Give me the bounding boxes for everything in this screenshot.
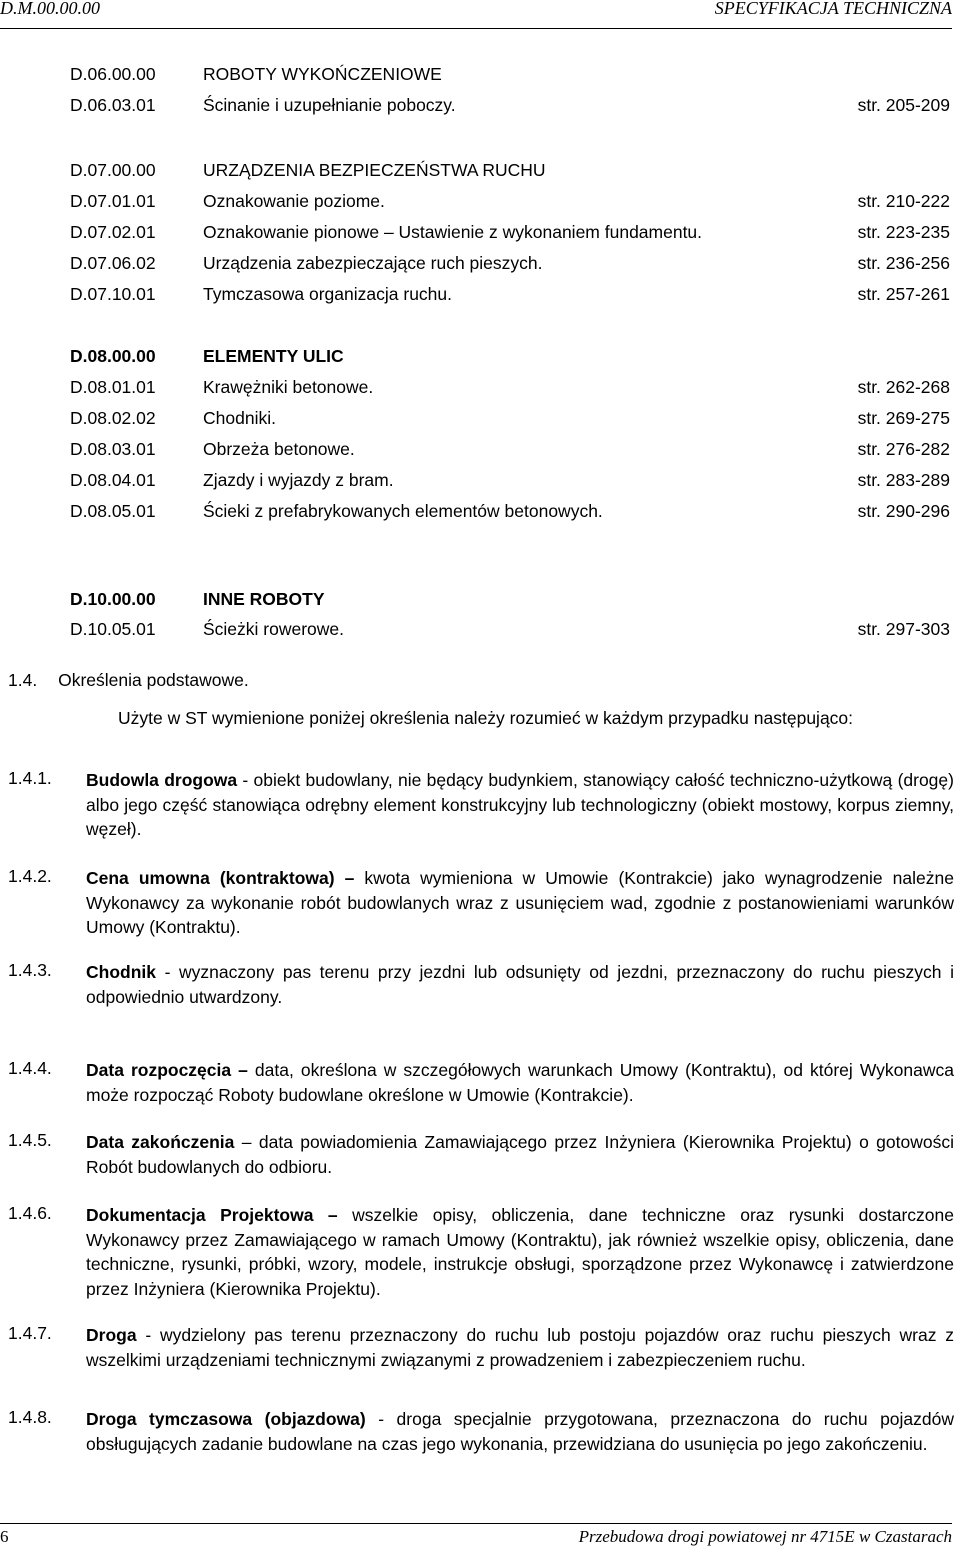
toc-code: D.07.01.01	[70, 191, 156, 211]
toc-code: D.10.00.00	[70, 589, 156, 609]
toc-group-d08	[70, 346, 950, 532]
toc-group-d10	[70, 589, 950, 650]
definition-number: 1.4.5.	[8, 1130, 52, 1150]
header-doc-code: D.M.00.00.00	[0, 0, 100, 18]
definition-text	[86, 960, 954, 1009]
toc-code: D.07.00.00	[70, 160, 156, 180]
definition-term: Dokumentacja Projektowa –	[86, 1205, 338, 1225]
page-header	[0, 0, 952, 29]
definition-text	[86, 1058, 954, 1107]
toc-page: str. 262-268	[857, 377, 950, 397]
footer-project-title: Przebudowa drogi powiatowej nr 4715E w Czastarach	[578, 1527, 952, 1546]
definition-term: Chodnik	[86, 962, 156, 982]
toc-code: D.08.03.01	[70, 439, 156, 459]
toc-code: D.08.00.00	[70, 346, 156, 366]
toc-title: Tymczasowa organizacja ruchu.	[203, 284, 452, 304]
definition-text	[86, 866, 954, 940]
page-number: 6	[0, 1527, 9, 1546]
toc-title: Oznakowanie pionowe – Ustawienie z wykonaniem fundamentu.	[203, 222, 703, 242]
toc-group-d06	[70, 64, 950, 126]
toc-code: D.06.03.01	[70, 95, 156, 115]
toc-code: D.08.01.01	[70, 377, 156, 397]
toc-title: Krawężniki betonowe.	[203, 377, 374, 397]
toc-code: D.08.05.01	[70, 501, 156, 521]
definition-body: – data powiadomienia Zamawiającego przez Inżyniera (Kierownika Projektu) o gotowości Robót budowlanych do odbioru.	[86, 1132, 955, 1177]
definition-term: Droga tymczasowa (objazdowa)	[86, 1409, 366, 1429]
toc-row	[70, 501, 950, 532]
toc-code: D.07.02.01	[70, 222, 156, 242]
definition-body: kwota wymieniona w Umowie (Kontrakcie) jako wynagrodzenie należne Wykonawcy za wykonanie robót budowlanych wraz z usunięciem wad, zgodnie z postanowieniami warunków Umowy (Kontraktu).	[86, 868, 954, 937]
toc-title: ROBOTY WYKOŃCZENIOWE	[203, 64, 442, 84]
definition-body: - wyznaczony pas terenu przy jezdni lub odsunięty od jezdni, przeznaczony do ruchu pieszych i odpowiednio utwardzony.	[86, 962, 954, 1007]
page-footer	[0, 1523, 952, 1546]
toc-code: D.07.10.01	[70, 284, 156, 304]
toc-title: Oznakowanie poziome.	[203, 191, 385, 211]
toc-title: Chodniki.	[203, 408, 276, 428]
definition-number: 1.4.1.	[8, 768, 52, 788]
definition-body: - wydzielony pas terenu przeznaczony do ruchu lub postoju pojazdów oraz ruchu pieszych wraz z wszelkimi urządzeniami technicznymi związanymi z prowadzeniem i zabezpieczeniem ruchu.	[86, 1325, 954, 1370]
toc-page: str. 297-303	[857, 619, 950, 639]
toc-page: str. 236-256	[857, 253, 950, 273]
toc-page: str. 205-209	[857, 95, 950, 115]
toc-title: Ścieki z prefabrykowanych elementów betonowych.	[203, 501, 603, 521]
definition-term: Cena umowna (kontraktowa) –	[86, 868, 355, 888]
toc-code: D.06.00.00	[70, 64, 156, 84]
definition-number: 1.4.3.	[8, 960, 52, 980]
intro-paragraph: Użyte w ST wymienione poniżej określenia należy rozumieć w każdym przypadku następująco:	[118, 708, 854, 728]
toc-group-d07	[70, 160, 950, 315]
definition-term: Data rozpoczęcia –	[86, 1060, 248, 1080]
toc-row	[70, 377, 950, 408]
toc-title: Ścinanie i uzupełnianie poboczy.	[203, 95, 456, 115]
section-intro-text	[8, 706, 954, 731]
definition-number: 1.4.4.	[8, 1058, 52, 1078]
toc-title: ELEMENTY ULIC	[203, 346, 344, 366]
toc-title: INNE ROBOTY	[203, 589, 325, 609]
definition-body: wszelkie opisy, obliczenia, dane techniczne oraz rysunki dostarczone Wykonawcy przez Zamawiającego w ramach Umowy (Kontraktu), jak również wszelkie opisy, obliczenia, dane techniczne, rysunki, próbki, wzory, modele, instrukcje obsługi, sporządzone przez Wykonawcę i zatwierdzone przez Inżyniera (Kierownika Projektu).	[86, 1205, 954, 1299]
toc-row	[70, 95, 950, 126]
toc-heading	[70, 64, 950, 95]
definition-term: Droga	[86, 1325, 137, 1345]
toc-row	[70, 619, 950, 650]
toc-row	[70, 253, 950, 284]
toc-code: D.08.04.01	[70, 470, 156, 490]
toc-page: str. 210-222	[857, 191, 950, 211]
definition-text	[86, 1323, 954, 1372]
toc-row	[70, 470, 950, 501]
definition-body: - droga specjalnie przygotowana, przeznaczona do ruchu pojazdów obsługujących zadanie budowlane na czas jego wykonania, przewidziana do usunięcia po jego zakończeniu.	[86, 1409, 955, 1454]
toc-code: D.07.06.02	[70, 253, 156, 273]
section-heading	[8, 670, 249, 691]
toc-code: D.10.05.01	[70, 619, 156, 639]
definition-text	[86, 1407, 954, 1456]
toc-row	[70, 439, 950, 470]
toc-page: str. 283-289	[857, 470, 950, 490]
toc-code: D.08.02.02	[70, 408, 156, 428]
section-number: 1.4.	[8, 670, 38, 690]
toc-row	[70, 191, 950, 222]
definition-body: data, określona w szczegółowych warunkach Umowy (Kontraktu), od której Wykonawca może rozpocząć Roboty budowlane określone w Umowie (Kontrakcie).	[86, 1060, 955, 1105]
toc-heading	[70, 160, 950, 191]
header-doc-title: SPECYFIKACJA TECHNICZNA	[714, 0, 952, 18]
toc-row	[70, 222, 950, 253]
definition-text	[86, 1203, 954, 1301]
toc-title: Zjazdy i wyjazdy z bram.	[203, 470, 394, 490]
toc-row	[70, 408, 950, 439]
definition-number: 1.4.2.	[8, 866, 52, 886]
toc-title: Ścieżki rowerowe.	[203, 619, 345, 639]
definition-body: - obiekt budowlany, nie będący budynkiem, stanowiący całość techniczno-użytkową (drogę) albo jego część stanowiąca odrębny element konstrukcyjny lub technologiczny (obiekt mostowy, korpus ziemny, węzeł).	[86, 770, 954, 839]
toc-page: str. 269-275	[857, 408, 950, 428]
definition-number: 1.4.8.	[8, 1407, 52, 1427]
toc-title: URZĄDZENIA BEZPIECZEŃSTWA RUCHU	[203, 160, 546, 180]
toc-page: str. 290-296	[857, 501, 950, 521]
definition-number: 1.4.6.	[8, 1203, 52, 1223]
toc-heading	[70, 346, 950, 377]
toc-page: str. 257-261	[857, 284, 950, 304]
definition-text	[86, 768, 954, 842]
toc-title: Obrzeża betonowe.	[203, 439, 355, 459]
definition-term: Budowla drogowa	[86, 770, 238, 790]
definition-term: Data zakończenia	[86, 1132, 235, 1152]
definition-text	[86, 1130, 954, 1179]
section-title: Określenia podstawowe.	[58, 670, 249, 690]
toc-page: str. 276-282	[857, 439, 950, 459]
definition-number: 1.4.7.	[8, 1323, 52, 1343]
toc-page: str. 223-235	[857, 222, 950, 242]
toc-title: Urządzenia zabezpieczające ruch pieszych.	[203, 253, 543, 273]
toc-row	[70, 284, 950, 315]
toc-heading	[70, 589, 950, 619]
